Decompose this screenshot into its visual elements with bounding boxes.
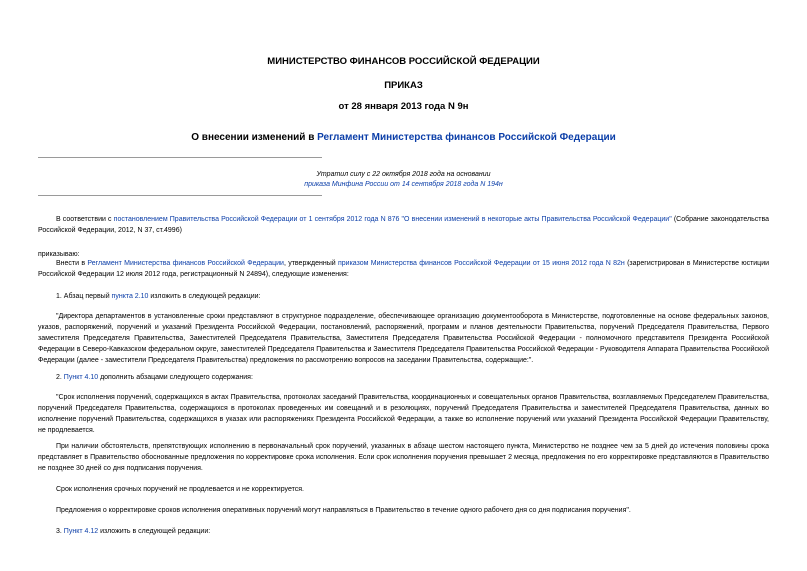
point-2-10-link[interactable]: пункта 2.10	[111, 293, 149, 300]
paragraph-item-1-text	[38, 311, 769, 366]
changes-mid: , утвержденный	[283, 260, 338, 267]
paragraph-item-2-text	[38, 392, 769, 436]
repeal-order-link[interactable]: приказа Минфина России от 14 сентября 2018 года N 194н	[304, 181, 503, 188]
item1-suffix: изложить в следующей редакции:	[148, 293, 261, 300]
paragraph-operative	[38, 505, 769, 516]
preamble-prefix: В соответствии с	[56, 216, 114, 223]
reglament-link-2[interactable]: Регламент Министерства финансов Российской Федерации	[87, 260, 284, 267]
date-number-heading: от 28 января 2013 года N 9н	[338, 101, 469, 112]
document-title	[0, 132, 807, 143]
point-4-10-link[interactable]: Пункт 4.10	[63, 374, 99, 381]
item3-prefix: 3.	[56, 528, 64, 535]
paragraph-circumstances	[38, 441, 769, 474]
item2-suffix: дополнить абзацами следующего содержания:	[98, 374, 253, 381]
paragraph-item-2	[38, 372, 769, 383]
paragraph-urgent	[38, 484, 769, 495]
item2-prefix: 2.	[56, 374, 64, 381]
item3-suffix: изложить в следующей редакции:	[98, 528, 211, 535]
divider-bottom	[38, 195, 322, 196]
divider-top	[38, 157, 322, 158]
item1-text: "Директора департаментов в установленные сроки представляют в структурное подразделение, обеспечивающее организацию документооборота в Министерстве, подготовленные на основе федеральных законов, указов, распоряжений, поручений и указаний Президента Российской Федерации, постановлений, распоряжений, программ и планов деятельности Правительства, поручений Председателя Правительства, Первого заместителя Председателя Правительства, Заместителей Председателя Правительства, Заместителя Председателя Правительства Российской Федерации - полномочного представителя Президента Российской Федерации в Северо-Кавказском федеральном округе, заместителей Председателя Правительства и Заместителя Председателя Правительства Российской Федерации - Руководителя Аппарата Правительства Российской Федерации (далее - заместители Председателя Правительства) предложения по рассмотрению вопросов на заседании Правительства, содержащие:".	[38, 313, 769, 364]
status-note-line2	[0, 181, 807, 188]
paragraph-item-3	[38, 526, 769, 537]
paragraph-changes-intro	[38, 258, 769, 280]
item2-text: "Срок исполнения поручений, содержащихся в актах Правительства, протоколах заседаний Правительства, координационных и совещательных органов Правительства, возглавляемых Председателем Правительства, поручений Председателя Правительства, содержащихся в протоколах проведенных им совещаний и в резолюциях, поручений Председателя Правительства и заместителей Председателя Правительства, данных во исполнение поручений Правительства, содержащихся в указах или распоряжениях Президента Российской Федерации, а также во исполнение поручений или указаний Президента Российской Федерации Правительству, не продлевается.	[38, 394, 769, 434]
paragraph-item-1	[38, 291, 769, 302]
government-decree-link[interactable]: постановлением Правительства Российской Федерации от 1 сентября 2012 года N 876 "О внесении изменений в некоторые акты Правительства Российской Федерации"	[113, 216, 672, 223]
preamble-suffix: (Собрание законодательства Российской Федерации, 2012, N 37, ст.4996)	[38, 216, 770, 234]
status-note-line1: Утратил силу с 22 октября 2018 года на основании	[316, 171, 491, 178]
doc-type-heading: ПРИКАЗ	[384, 80, 423, 91]
reglament-link[interactable]: Регламент Министерства финансов Российской Федерации	[317, 132, 616, 143]
operative-text: Предложения о корректировке сроков исполнения оперативных поручений могут направляться в Правительство в течение одного рабочего дня со дня подписания поручения".	[56, 507, 631, 514]
paragraph-preamble	[38, 214, 769, 236]
changes-prefix: Внести в	[56, 260, 88, 267]
item1-prefix: 1. Абзац первый	[56, 293, 112, 300]
circumstances-text: При наличии обстоятельств, препятствующих исполнению в первоначальный срок поручений, указанных в абзаце шестом настоящего пункта, Министерство не позднее чем за 5 дней до истечения половины срока представляет в Правительство обоснованные предложения по корректировке срока исполнения. Если срок исполнения поручения превышает 2 месяца, предложения по его корректировке представляются в Правительство не позднее 30 дней со дня подписания поручения.	[38, 443, 769, 472]
urgent-text: Срок исполнения срочных поручений не продлевается и не корректируется.	[56, 486, 304, 493]
order-82n-link[interactable]: приказом Министерства финансов Российской Федерации от 15 июня 2012 года N 82н	[338, 260, 625, 267]
point-4-12-link[interactable]: Пункт 4.12	[63, 528, 99, 535]
paragraph-order-word: приказываю:	[38, 251, 80, 258]
changes-suffix: (зарегистрирован в Министерстве юстиции Российской Федерации 12 июля 2012 года, регистрационный N 24894), следующие изменения:	[38, 260, 770, 278]
ministry-heading: МИНИСТЕРСТВО ФИНАНСОВ РОССИЙСКОЙ ФЕДЕРАЦИИ	[267, 56, 540, 67]
title-prefix: О внесении изменений в	[191, 132, 318, 143]
